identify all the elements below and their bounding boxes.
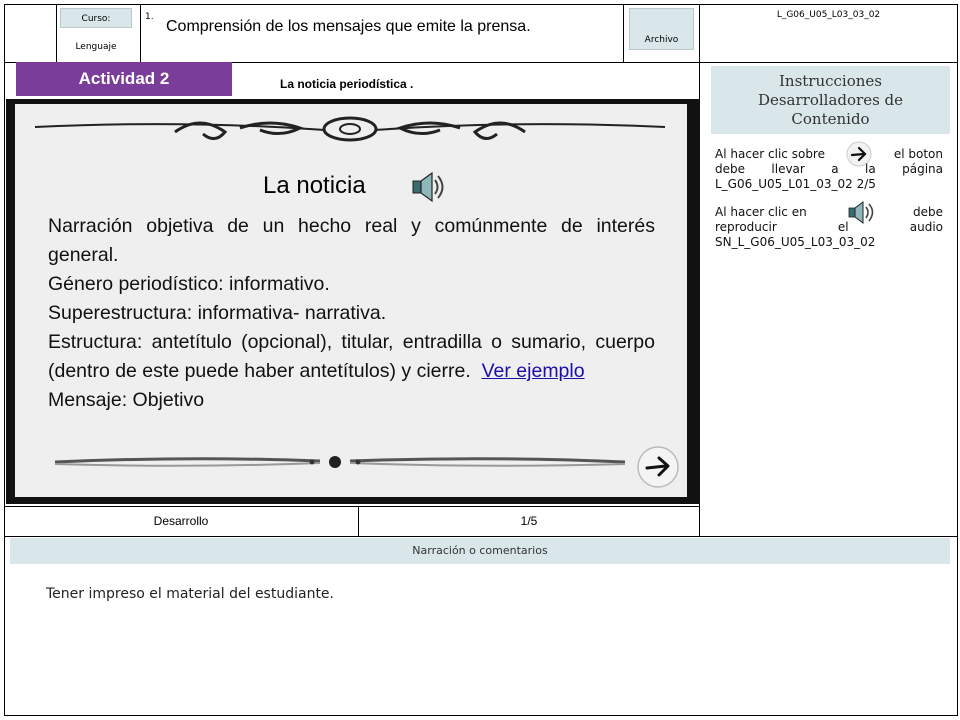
instruction-1-rest: debe llevar a la página L_G06_U05_L01_03_02 2/5 xyxy=(715,162,943,191)
slide xyxy=(15,104,687,497)
subject-label: Lenguaje xyxy=(75,42,117,52)
example-link[interactable]: Ver ejemplo xyxy=(481,360,585,382)
archivo-label: Archivo xyxy=(629,8,694,50)
next-arrow-button[interactable] xyxy=(635,444,681,490)
page-title: Comprensión de los mensajes que emite la prensa. xyxy=(166,18,531,35)
instruction-1-prefix: Al hacer clic sobre xyxy=(715,146,825,161)
header-divider-2 xyxy=(140,4,141,62)
message-text: Mensaje: Objetivo xyxy=(48,389,205,411)
file-code: L_G06_U05_L03_03_02 xyxy=(776,10,881,20)
header-divider-1 xyxy=(56,4,57,62)
definition-text: Narración objetiva de un hecho real y comúnmente de interés general. xyxy=(48,215,655,266)
instruction-2-prefix: Al hacer clic en xyxy=(715,204,807,219)
narration-top-line xyxy=(4,536,958,537)
instructions-header: Instrucciones Desarrolladores de Contenido xyxy=(711,66,950,134)
instruction-2-line xyxy=(715,204,943,220)
slide-body xyxy=(48,212,655,415)
instruction-1-line xyxy=(715,146,943,162)
top-ornament xyxy=(25,112,675,148)
instruction-2 xyxy=(715,204,943,250)
narration-text: Tener impreso el material del estudiante. xyxy=(46,586,334,602)
slide-title: La noticia xyxy=(263,172,366,199)
stage-label: Desarrollo xyxy=(153,514,209,528)
title-number: 1. xyxy=(145,12,154,22)
activity-badge: Actividad 2 xyxy=(16,62,232,96)
narration-header: Narración o comentarios xyxy=(10,538,950,564)
structure-paragraph xyxy=(48,328,655,386)
instruction-2-rest: reproducir el audio SN_L_G06_U05_L03_03_02 xyxy=(715,220,943,249)
instruction-1-suffix: el boton xyxy=(893,146,943,161)
genre-text: Género periodístico: informativo. xyxy=(48,273,330,295)
instruction-2-suffix: debe xyxy=(913,204,943,219)
speaker-icon[interactable] xyxy=(408,168,444,206)
bottom-ornament xyxy=(50,452,630,472)
curso-label: Curso: xyxy=(60,8,132,28)
footer-row-top xyxy=(4,506,700,507)
border-left xyxy=(4,4,5,716)
header-divider-3 xyxy=(623,4,624,62)
border-bottom xyxy=(4,715,958,716)
instruction-1 xyxy=(715,146,943,192)
activity-subtitle: La noticia periodística . xyxy=(280,77,414,91)
border-top xyxy=(4,4,958,5)
border-right xyxy=(957,4,958,716)
superstructure-text: Superestructura: informativa- narrativa. xyxy=(48,302,387,324)
page-indicator: 1/5 xyxy=(520,514,538,528)
structure-text: Estructura: antetítulo (opcional), titular, entradilla o sumario, cuerpo (dentro de este puede haber antetítulos) y cierre. xyxy=(48,331,655,382)
